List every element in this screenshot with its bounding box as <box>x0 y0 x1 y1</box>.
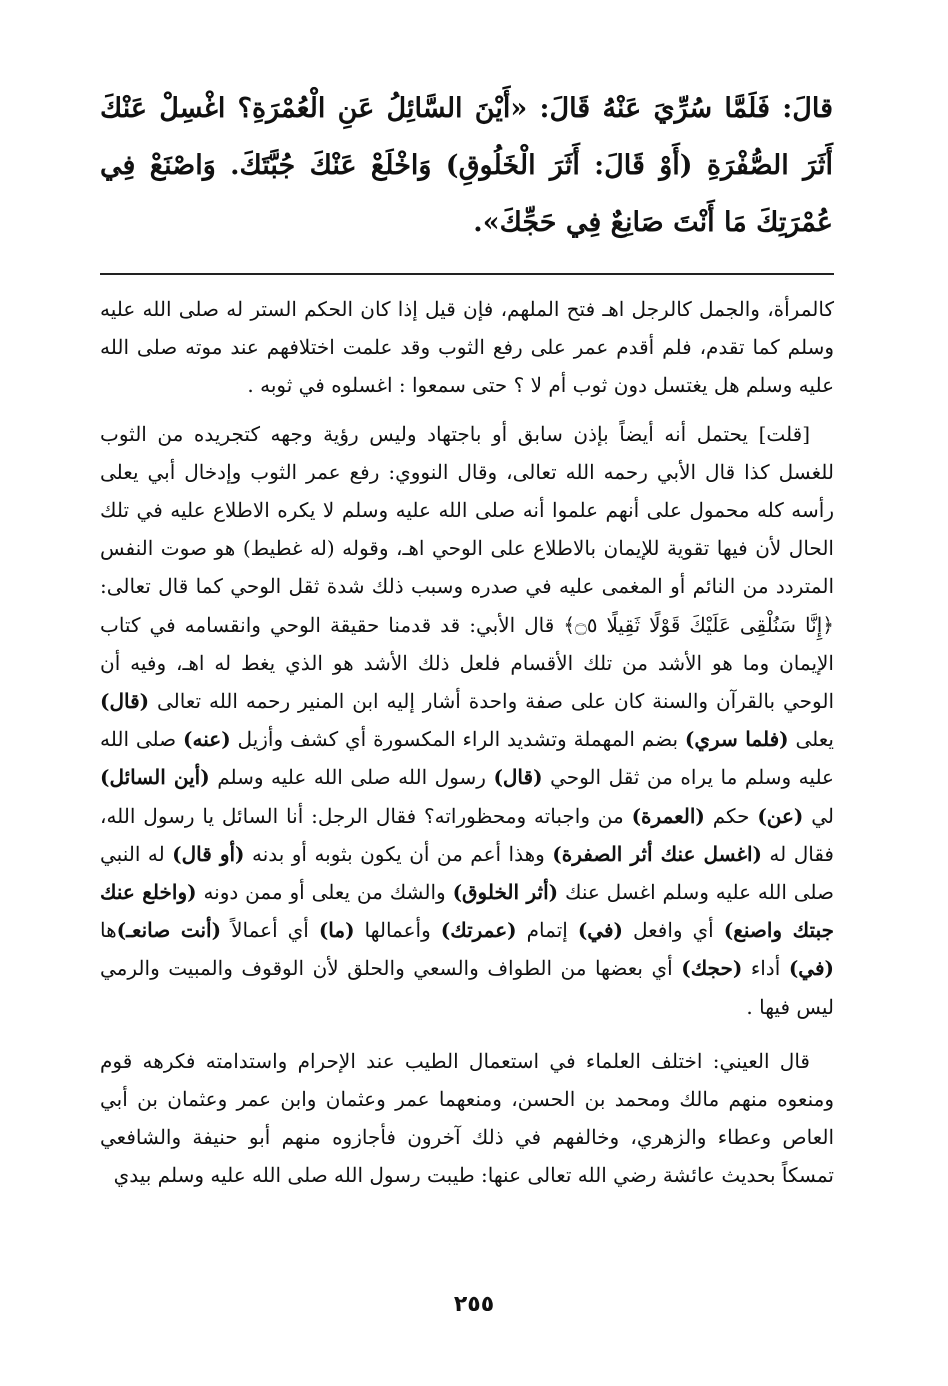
text-segment: لي <box>803 803 835 828</box>
bold-segment: (في) <box>577 918 623 943</box>
bold-segment: (واخلع عنك جبتك واصنع) <box>100 880 834 943</box>
text-segment: وأعمالها <box>354 918 441 943</box>
commentary-paragraph-2 <box>100 415 834 1026</box>
footnote-divider <box>100 273 834 275</box>
bold-segment: (أين السائل) <box>100 765 210 790</box>
text-segment: قال الأبي: قد قدمنا حقيقة الوحي وانقسامه في كتاب الإيمان وما هو الأشد من تلك الأقسام فلعل ذلك الأشد هو الذي يغط له اهـ، وفيه أن الوحي بالقرآن والسنة كان على صفة واحدة أشار إليه ابن المنير رحمه الله تعالى <box>100 612 834 714</box>
bold-segment: (حجك) <box>681 956 743 981</box>
bold-segment: (عنه) <box>183 727 231 752</box>
commentary-paragraph-3: قال العيني: اختلف العلماء في استعمال الطيب عند الإحرام واستدامته فكرهه قوم ومنعوه منهم مالك ومحمد بن الحسن، ومنعهما عمر وعثمان وابن عمر وعثمان بن أبي العاص وعطاء والزهري، وخالفهم في ذلك آخرون فأجازوه منهم أبو حنيفة والشافعي تمسكاً بحديث عائشة رضي الله تعالى عنها: طيبت رسول الله صلى الله عليه وسلم بيدي <box>100 1048 834 1188</box>
text-segment: له النبي صلى الله عليه وسلم اغسل عنك <box>100 841 834 905</box>
bold-segment: (أنت صانعـ) <box>116 918 222 943</box>
text-segment: يعلى <box>788 727 834 752</box>
text-segment: أي بعضها من الطواف والسعي والحلق لأن الوقوف والمبيت والرمي ليس فيها . <box>100 956 834 1019</box>
text-segment: أي أعمالاً <box>221 918 319 943</box>
bold-segment: (في) <box>788 956 834 981</box>
text-segment: من واجباته ومحظوراته؟ فقال الرجل: أنا السائل يا رسول الله، فقال له <box>100 803 834 866</box>
text-segment: حكم <box>704 803 758 828</box>
hadith-block <box>100 80 833 251</box>
bold-segment: (قال) <box>493 765 543 790</box>
text-segment: رسول الله صلى الله عليه وسلم <box>209 765 494 790</box>
bold-segment: (اغسل عنك أثر الصفرة) <box>552 841 762 866</box>
text-segment: أي وافعل <box>622 918 724 943</box>
bold-segment: (أو قال) <box>172 841 245 866</box>
bold-segment: (قال) <box>100 689 150 714</box>
text-segment: والشك من يعلى أو ممن دونه <box>196 880 453 905</box>
text-segment: صلى الله عليه وسلم ما يراه من ثقل الوحي <box>100 727 834 790</box>
text-segment: وهذا أعم من أن يكون بثوبه أو بدنه <box>244 841 553 866</box>
text-segment: إتمام <box>516 918 578 943</box>
text-segment: ها <box>100 918 117 943</box>
quran-verse: ﴿إِنَّا سَنُلْقِى عَلَيْكَ قَوْلًا ثَقِيلًا ۝٥﴾ <box>563 612 834 637</box>
bold-segment: (ما) <box>318 918 355 943</box>
hadith-text: قالَ: فَلَمَّا سُرِّيَ عَنْهُ قَالَ: «أَيْنَ السَّائِلُ عَنِ الْعُمْرَةِ؟ اغْسِلْ عَنْكَ أَثَرَ الصُّفْرَةِ (أَوْ قَالَ: أَثَرَ الْخَلُوقِ) وَاخْلَعْ عَنْكَ جُبَّتَكَ. وَاصْنَعْ فِي عُمْرَتِكَ مَا أَنْتَ صَانِعٌ فِي حَجِّكَ». <box>100 93 833 238</box>
bold-segment: (عن) <box>757 803 804 828</box>
bold-segment: (العمرة) <box>631 803 705 828</box>
text-segment: بضم المهملة وتشديد الراء المكسورة أي كشف وأزيل <box>230 727 685 752</box>
text-segment: [قلت] يحتمل أنه أيضاً بإذن سابق أو باجتهاد وليس رؤية وجهه كتجريده من الثوب للغسل كذا قال الأبي رحمه الله تعالى، وقال النووي: رفع عمر الثوب وإدخال أبي يعلى رأسه كله محمول على أنهم علموا أنه صلى الله عليه وسلم لا يكره الاطلاع عليه في تلك الحال لأن فيها تقوية للإيمان بالاطلاع على الوحي اهـ، وقوله (له غطيط) هو صوت النفس المتردد من النائم أو المغمى عليه في صدره وسبب ذلك شدة ثقل الوحي كما قال تعالى: <box>100 421 834 599</box>
bold-segment: (أثر الخلوق) <box>452 880 559 905</box>
page-number: ٢٥٥ <box>453 1292 495 1317</box>
commentary-block <box>100 290 834 1195</box>
bold-segment: (عمرتك) <box>440 918 517 943</box>
commentary-paragraph-1: كالمرأة، والجمل كالرجل اهـ فتح الملهم، فإن قيل إذا كان الحكم الستر له صلى الله عليه وسلم كما تقدم، فلم أقدم عمر على رفع الثوب وقد علمت اختلافهم عند موته صلى الله عليه وسلم هل يغتسل دون ثوب أم لا ؟ حتى سمعوا : اغسلوه في ثوبه . <box>100 297 834 398</box>
text-segment: أداء <box>742 956 789 981</box>
bold-segment: (فلما سري) <box>684 727 789 752</box>
